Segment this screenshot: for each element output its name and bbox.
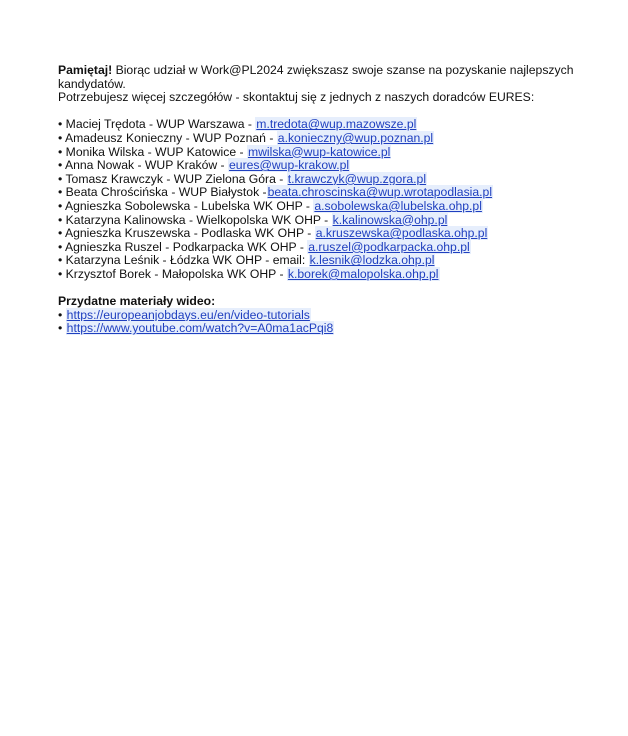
contact-item (58, 268, 598, 282)
contact-email-link[interactable]: a.kruszewska@podlaska.ohp.pl (315, 226, 488, 241)
contact-email-link[interactable]: a.konieczny@wup.poznan.pl (277, 130, 434, 145)
contact-item (58, 227, 598, 241)
video-item (58, 322, 598, 336)
video-link[interactable]: https://www.youtube.com/watch?v=A0ma1acPqi8 (66, 321, 334, 336)
remember-label: Pamiętaj! (58, 63, 113, 77)
contact-name: Agnieszka Ruszel - Podkarpacka WK OHP - (65, 239, 308, 254)
contact-item (58, 159, 598, 173)
contact-name: Tomasz Krawczyk - WUP Zielona Góra - (65, 171, 287, 186)
contact-email-link[interactable]: m.tredota@wup.mazowsze.pl (256, 117, 417, 132)
bullet: • (58, 144, 63, 159)
contact-email-link[interactable]: a.ruszel@podkarpacka.ohp.pl (308, 239, 470, 254)
bullet: • (58, 171, 63, 186)
bullet: • (58, 253, 63, 268)
contact-email-link[interactable]: eures@wup-krakow.pl (229, 158, 350, 173)
video-list (58, 309, 598, 336)
contact-name: Anna Nowak - WUP Kraków - (65, 158, 229, 173)
bullet: • (58, 226, 63, 241)
document-body (58, 64, 598, 336)
contact-item (58, 254, 598, 268)
contact-email-link[interactable]: k.lesnik@lodzka.ohp.pl (309, 253, 435, 268)
bullet: • (58, 321, 63, 336)
bullet: • (58, 212, 63, 227)
contact-item (58, 241, 598, 255)
bullet: • (58, 130, 63, 145)
video-link[interactable]: https://europeanjobdays.eu/en/video-tutorials (66, 307, 310, 322)
contact-name: Katarzyna Kalinowska - Wielkopolska WK OHP - (65, 212, 332, 227)
contact-item (58, 118, 598, 132)
contact-item (58, 186, 598, 200)
bullet: • (58, 185, 63, 200)
contact-name: Beata Chrościńska - WUP Białystok - (65, 185, 267, 200)
contact-name: Agnieszka Sobolewska - Lubelska WK OHP - (65, 198, 314, 213)
bullet: • (58, 198, 63, 213)
contact-name: Agnieszka Kruszewska - Podlaska WK OHP - (65, 226, 315, 241)
contact-email-link[interactable]: k.kalinowska@ohp.pl (332, 212, 448, 227)
videos-heading: Przydatne materiały wideo: (58, 294, 216, 309)
contact-name: Monika Wilska - WUP Katowice - (65, 144, 247, 159)
contact-name: Amadeusz Konieczny - WUP Poznań - (65, 130, 277, 145)
spacer (58, 105, 598, 119)
bullet: • (58, 307, 63, 322)
contact-email-link[interactable]: a.sobolewska@lubelska.ohp.pl (314, 198, 482, 213)
contact-name: Maciej Trędota - WUP Warszawa - (65, 117, 256, 132)
contact-item (58, 132, 598, 146)
bullet: • (58, 239, 63, 254)
bullet: • (58, 266, 63, 281)
bullet: • (58, 158, 63, 173)
intro-text: Biorąc udział w Work@PL2024 zwiększasz swoje szanse na pozyskanie najlepszych kandydatów. (58, 63, 574, 91)
video-item (58, 309, 598, 323)
contact-list (58, 118, 598, 281)
bullet: • (58, 117, 63, 132)
contact-email-link[interactable]: k.borek@malopolska.ohp.pl (287, 266, 439, 281)
contact-item (58, 214, 598, 228)
contact-name: Krzysztof Borek - Małopolska WK OHP - (65, 266, 287, 281)
contact-item (58, 200, 598, 214)
intro-paragraph (58, 64, 598, 91)
spacer (58, 282, 598, 296)
contact-item (58, 146, 598, 160)
contact-name: Katarzyna Leśnik - Łódzka WK OHP - email: (65, 253, 309, 268)
contact-item (58, 173, 598, 187)
contact-email-link[interactable]: beata.chroscinska@wup.wrotapodlasia.pl (267, 185, 493, 200)
contact-email-link[interactable]: t.krawczyk@wup.zgora.pl (287, 171, 427, 186)
contact-email-link[interactable]: mwilska@wup-katowice.pl (247, 144, 391, 159)
contact-prompt: Potrzebujesz więcej szczegółów - skontaktuj się z jednych z naszych doradców EURES: (58, 90, 535, 105)
